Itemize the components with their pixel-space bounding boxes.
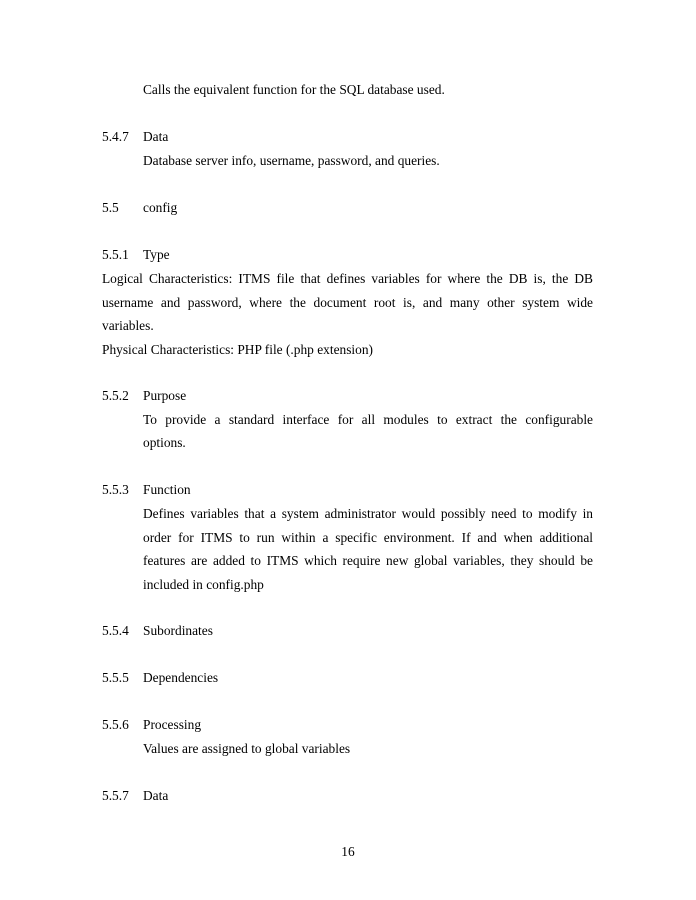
section-heading: config [143,200,178,215]
page-number: 16 [341,844,355,859]
section-number: 5.5.6 [102,717,129,732]
section-number: 5.5.5 [102,670,129,685]
section-number: 5.4.7 [102,129,129,144]
body-text-line: username and password, where the document root is, and many other system wide [102,295,593,310]
body-text-line: Defines variables that a system administrator would possibly need to modify in [143,506,593,521]
section-number: 5.5 [102,200,119,215]
body-text-line: Physical Characteristics: PHP file (.php extension) [102,342,373,357]
section-heading: Subordinates [143,623,213,638]
section-heading: Dependencies [143,670,219,685]
body-text-line: variables. [102,318,154,333]
section-number: 5.5.7 [102,788,129,803]
section-number: 5.5.4 [102,623,129,638]
section-heading: Function [143,482,191,497]
section-number: 5.5.3 [102,482,129,497]
body-text-line: Logical Characteristics: ITMS file that defines variables for where the DB is, the DB [102,271,593,286]
body-text-line: Calls the equivalent function for the SQL database used. [143,82,445,97]
body-text-line: order for ITMS to run within a specific environment. If and when additional [143,530,593,545]
body-text-line: features are added to ITMS which require new global variables, they should be [143,553,593,568]
section-heading: Data [143,788,169,803]
body-text-line: To provide a standard interface for all modules to extract the configurable [143,412,593,427]
section-heading: Data [143,129,169,144]
body-text-line: options. [143,435,186,450]
section-number: 5.5.1 [102,247,129,262]
section-heading: Type [143,247,170,262]
section-number: 5.5.2 [102,388,129,403]
section-heading: Processing [143,717,202,732]
body-text-line: Database server info, username, password, and queries. [143,153,440,168]
section-heading: Purpose [143,388,187,403]
body-text-line: Values are assigned to global variables [143,741,351,756]
body-text-line: included in config.php [143,577,264,592]
